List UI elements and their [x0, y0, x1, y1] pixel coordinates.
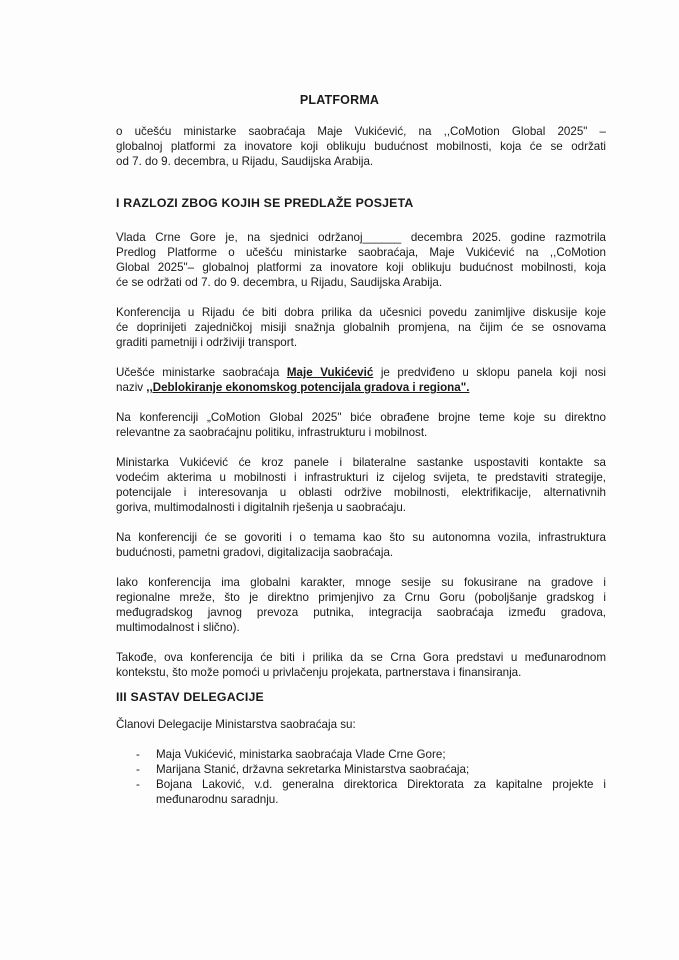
intro-line-3: od 7. do 9. decembra, u Rijadu, Saudijska Arabija. [116, 155, 374, 168]
p3-line-2 [116, 380, 606, 395]
p2-line-3: graditi pametniji i održiviji transport. [116, 336, 298, 349]
section-heading-delegation: III SASTAV DELEGACIJE [116, 690, 264, 704]
p7-line-4: multimodalnost i slično). [116, 621, 240, 634]
paragraph-1 [116, 230, 606, 290]
list-item: - Maja Vukićević, ministarka saobraćaja Vlade Crne Gore; [136, 747, 606, 762]
p3-mid: je predviđeno u sklopu panela koji nosi [373, 366, 606, 379]
section-heading-reasons: I RAZLOZI ZBOG KOJIH SE PREDLAŽE POSJETA [116, 196, 414, 210]
paragraph-6 [116, 530, 606, 560]
list-item: - Marijana Stanić, državna sekretarka Ministarstva saobraćaja; [136, 762, 606, 777]
delegation-members-list [136, 747, 606, 807]
p1-line-4: će se održati od 7. do 9. decembra, u Rijadu, Saudijska Arabija. [116, 276, 443, 289]
paragraph-8 [116, 650, 606, 680]
p5-line-4: goriva, multimodalnosti i digitalnih rješenja u saobraćaju. [116, 501, 406, 514]
p1-line-2: Predlog Platforme o učešću ministarke saobraćaja, Maje Vukićević na ,,CoMotion [116, 246, 606, 259]
p3-pre: Učešće ministarke saobraćaja [116, 366, 287, 379]
paragraph-2 [116, 305, 606, 350]
member-3-line-2: međunarodnu saradnju. [156, 793, 279, 806]
p8-line-1: Takođe, ova konferencija će biti i prilika da se Crna Gora predstavi u međunarodnom [116, 651, 606, 664]
members-intro-text: Članovi Delegacije Ministarstva saobraćaja su: [116, 718, 356, 731]
p2-line-2: će doprinijeti zajedničkoj misiji snažnja globalnih promjena, na čijim će se osnovama [116, 321, 606, 334]
list-item [136, 777, 606, 807]
paragraph-3 [116, 365, 606, 395]
p1-line-3: Global 2025"– globalnoj platformi za inovatore koji oblikuju budućnost mobilnosti, koja [116, 261, 606, 274]
members-intro [116, 717, 606, 732]
p3-l2pre: naziv [116, 381, 147, 394]
p8-line-2: kontekstu, što može pomoći u privlačenju projekata, partnerstava i finansiranja. [116, 666, 522, 679]
minister-name: Maje Vukićević [286, 366, 374, 379]
p4-line-2: relevantne za saobraćajnu politiku, infrastrukturu i mobilnost. [116, 426, 428, 439]
p2-line-1: Konferencija u Rijadu će biti dobra prilika da učesnici povedu zanimljive diskusije koje [116, 306, 606, 319]
p5-line-1: Ministarka Vukićević će kroz panele i bilateralne sastanke uspostaviti kontakte sa [116, 456, 606, 469]
p7-line-1: Iako konferencija ima globalni karakter, mnoge sesije su fokusirane na gradove i [116, 576, 606, 589]
p4-line-1: Na konferenciji „CoMotion Global 2025" biće obrađene brojne teme koje su direktno [116, 411, 606, 424]
p6-line-1: Na konferenciji će se govoriti i o temama kao što su autonomna vozila, infrastruktura [116, 531, 606, 544]
p5-line-3: potencijale i interesovanja u oblasti održive mobilnosti, elektrifikacije, alternativnih [116, 486, 606, 499]
p5-line-2: vodećim akterima u mobilnosti i infrastrukturi iz cijelog svijeta, te predstaviti strategije, [116, 471, 606, 484]
intro-paragraph [116, 124, 606, 169]
intro-line-2: globalnoj platformi za inovatore koji oblikuju budućnost mobilnosti, koja će se održati [116, 140, 606, 153]
intro-line-1: o učešću ministarke saobraćaja Maje Vukićević, na ,,CoMotion Global 2025" – [116, 125, 606, 138]
p7-line-2: regionalne mreže, što je direktno primjenjivo za Crnu Goru (poboljšanje gradskog i [116, 591, 606, 604]
paragraph-7 [116, 575, 606, 635]
p1-line-1: Vlada Crne Gore je, na sjednici održanoj______ decembra 2025. godine razmotrila [116, 231, 606, 244]
member-3-line-1: - Bojana Laković, v.d. generalna direktorica Direktorata za kapitalne projekte i [156, 778, 606, 791]
p7-line-3: međugradskog javnog prevoza putnika, integracija saobraćaja između gradova, [116, 606, 606, 619]
panel-title: ,,Deblokiranje ekonomskog potencijala gradova i regiona". [146, 381, 470, 394]
p3-line-1 [116, 365, 606, 380]
paragraph-5 [116, 455, 606, 515]
paragraph-4 [116, 410, 606, 440]
p6-line-2: budućnosti, pametni gradovi, digitalizacija saobraćaja. [116, 546, 394, 559]
document-title: PLATFORMA [299, 93, 380, 107]
